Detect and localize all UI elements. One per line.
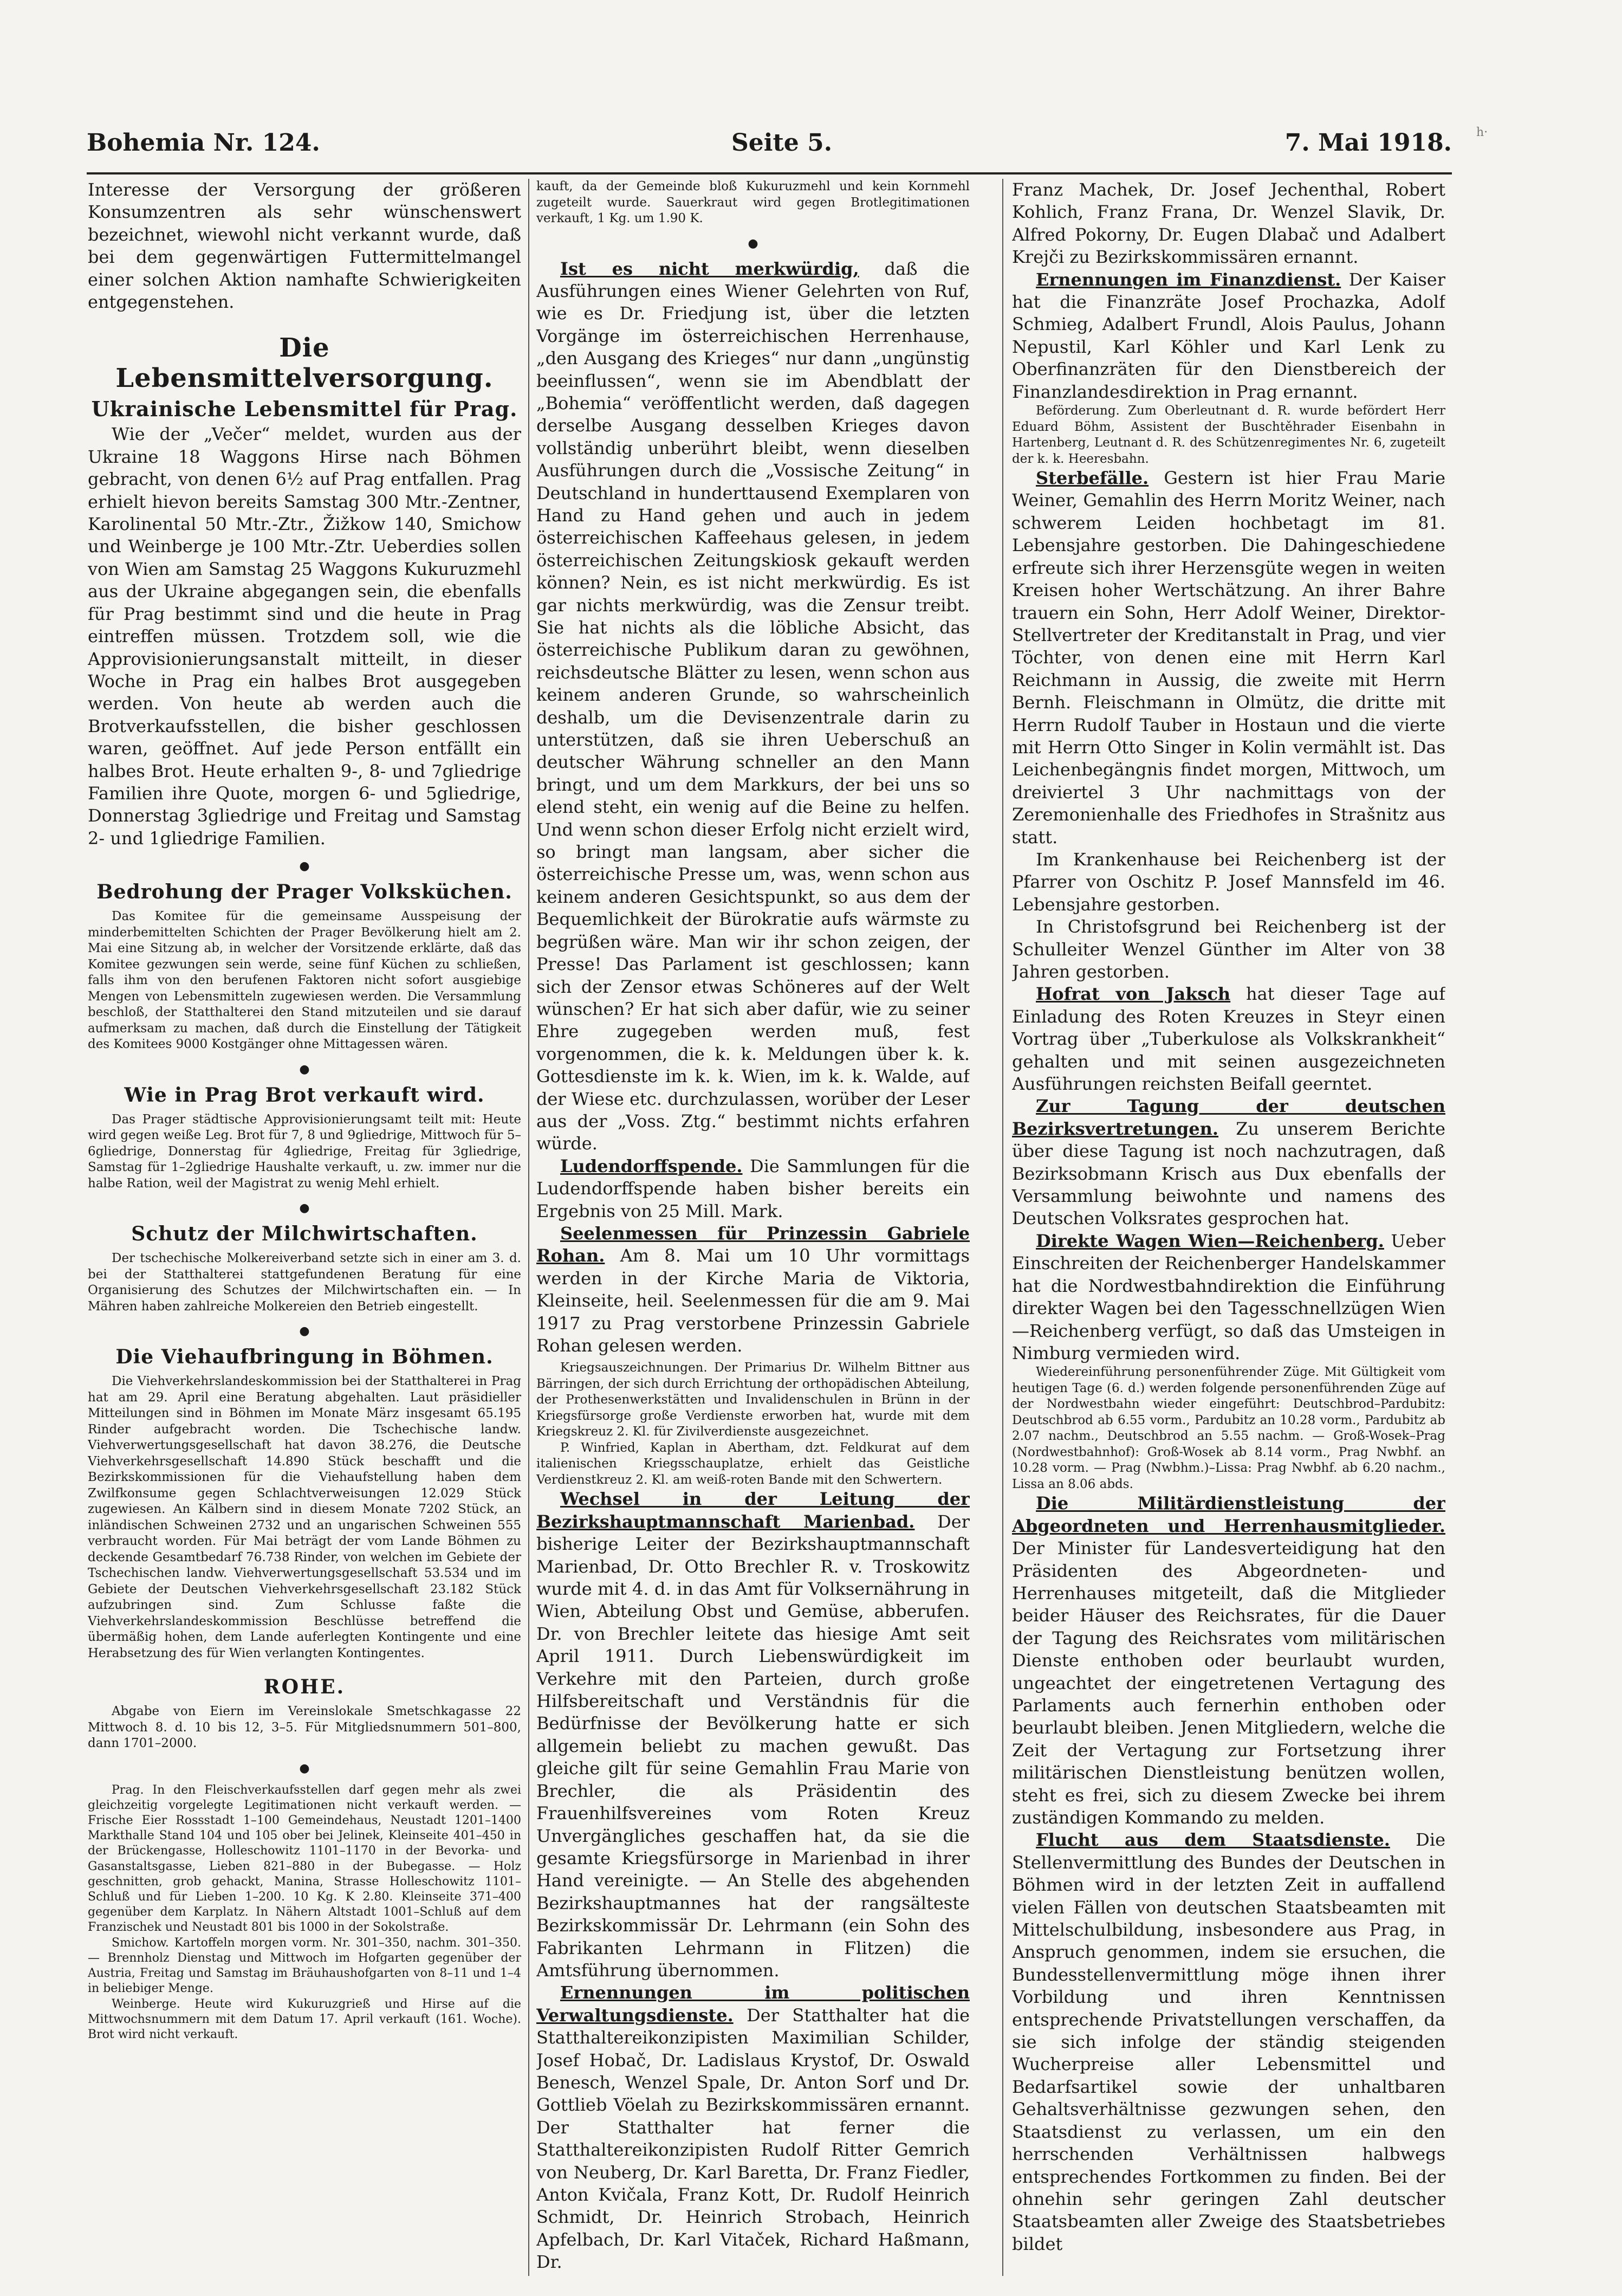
article-text: Der Kaiser hat die Finanzräte Josef Prochazka, Adolf Schmieg, Adalbert Frundl, Alois Paulus, Johann Nepustil, Karl Köhler und Karl Lenk zu Oberfinanzräten für den Dienstbereich der Finanzlandesdirektion in Prag ernannt. (1012, 269, 1445, 402)
notice-text: kauft, da der Gemeinde bloß Kukuruzmehl und kein Kornmehl zugeteilt wurde. Sauerkraut wird gegen Brotlegitimationen verkauft, 1 Kg. um 1.90 K. (536, 179, 970, 225)
article-lead: Ernennungen im politischen Verwaltungsdienste. (536, 1982, 970, 2026)
article-lead: Hofrat von Jaksch (1036, 984, 1231, 1005)
separator-dot: ● (299, 1062, 310, 1076)
article-body: Der tschechische Molkereiverband setzte sich in einer am 3. d. bei der Statthalterei stattgefundenen Beratung für eine Organisierung des Schutzes der Milchwirtschaften ein. — In Mähren haben zahlreiche Molkereien den Betrieb eingestellt. (88, 1251, 521, 1314)
separator-dot: ● (299, 1761, 310, 1775)
article-lead: Zur Tagung der deutschen Bezirksvertretungen. (1012, 1096, 1445, 1139)
article-text: Der bisherige Leiter der Bezirkshauptmannschaft Marienbad, Dr. Otto Brechler R. v. Troskowitz wurde mit 4. d. in das Amt für Volksernährung in Wien, Abteilung Obst und Gemüse, abberufen. Dr. von Brechler leitete das hiesige Amt seit April 1911. Durch Liebenswürdigkeit im Verkehre mit den Parteien, durch große Hilfsbereitschaft und Verständnis für die Bedürfnisse der Bevölkerung hatte er sich allgemein beliebt zu machen gewußt. Das gleiche gilt für seine Gemahlin Frau Marie von Brechler, die als Präsidentin des Frauenhilfsvereines vom Roten Kreuz Unvergängliches geschaffen hat, da sie die gesamte Kriegsfürsorge in Marienbad in ihrer Hand vereinigte. — An Stelle des abgehenden Bezirkshauptmannes hat der rangsälteste Bezirkskommissär Dr. Lehrmann (ein Sohn des Fabrikanten Lehrmann in Flitzen) die Amtsführung übernommen. (536, 1511, 970, 1981)
article-body (536, 1155, 970, 1223)
page-header (87, 126, 1488, 167)
separator-dot: ● (299, 1324, 310, 1338)
notice-text: Kriegsauszeichnungen. Der Primarius Dr. Wilhelm Bittner aus Bärringen, der sich durch Errichtung der orthopädischen Abteilung, der Prothesenwerkstätten und Invalidenschulen in Brünn in der Kriegsfürsorge große Verdienste erworben hat, wurde mit dem Kriegskreuz 2. Kl. für Zivilverdienste ausgezeichnet. (536, 1361, 970, 1439)
margin-mark: h· (1476, 126, 1488, 139)
separator-dot: ● (748, 236, 758, 250)
article-body (1012, 1829, 1445, 2255)
article-body (536, 258, 970, 1155)
article-body: Das Komitee für die gemeinsame Ausspeisung der minderbemittelten Schichten der Prager Bevölkerung hielt am 2. Mai eine Sitzung ab, in welcher der Vorsitzende erklärte, daß das Komitee gezwungen sein werde, seine fünf Küchen zu schließen, falls ihm von den berufenen Faktoren nicht sofort ausgiebige Mengen von Lebensmitteln zugewiesen werden. Die Versammlung beschloß, der Statthalterei den Stand mitzuteilen und sie darauf aufmerksam zu machen, daß durch die Einstellung der Tätigkeit des Komitees 9000 Kostgänger ohne Mittagessen wären. (88, 909, 521, 1052)
separator-dot: ● (299, 859, 310, 874)
article-lead: Die Militärdienstleistung der Abgeordneten und Herrenhausmitglieder. (1012, 1493, 1445, 1536)
article-lead: Sterbefälle. (1036, 468, 1149, 489)
article-lead: Direkte Wagen Wien—Reichenberg. (1036, 1230, 1384, 1251)
column-3 (1012, 179, 1445, 2281)
article-text: Zu unserem Berichte über diese Tagung ist noch nachzutragen, daß Bezirksobmann Krisch aus Dux ebenfalls der Versammlung beiwohnte und namens des Deutschen Volksrates gesprochen hat. (1012, 1118, 1445, 1229)
article-body: Die Viehverkehrslandeskommission bei der Statthalterei in Prag hat am 29. April eine Beratung abgehalten. Laut präsidieller Mitteilungen sind in Böhmen im Monate März insgesamt 65.195 Rinder aufgebracht worden. Die Tschechische landw. Viehverwertungsgesellschaft hat davon 38.276, die Deutsche Viehverkehrsgesellschaft 14.890 Stück beschafft und die Bezirkskommissionen für die Viehaufstellung haben dem Zwilfkonsume gegen Schlachtverweisungen 12.029 Stück zugewiesen. An Kälbern sind in diesem Monate 7202 Stück, an inländischen Schweinen 2732 und an ungarischen Schweinen 555 verbraucht worden. Für Mai beträgt der vom Lande Böhmen zu deckende Gesamtbedarf 76.738 Rinder, von welchen im Gebiete der Tschechischen landw. Viehverwertungsgesellschaft 53.534 und im Gebiete der Deutschen Viehverkehrsgesellschaft 23.182 Stück aufzubringen sind. Zum Schlusse faßte die Viehverkehrslandeskommission Beschlüsse betreffend die übermäßig hohen, dem Lande auferlegten Kontingente und eine Herabsetzung des für Wien verlangten Kontingentes. (88, 1374, 521, 1660)
notice-text: P. Winfried, Kaplan in Abertham, dzt. Feldkurat auf dem italienischen Kriegsschauplatze, erhielt das Geistliche Verdienstkreuz 2. Kl. am weiß-roten Bande mit den Schwertern. (536, 1440, 970, 1487)
article-heading: Ukrainische Lebensmittel für Prag. (91, 397, 518, 422)
article-lead: Ernennungen im Finanzdienst. (1036, 269, 1341, 290)
column-divider (528, 179, 529, 2276)
column-divider (1002, 179, 1003, 2276)
article-text: Die Stellenvermittlung des Bundes der Deutschen in Böhmen wird in der letzten Zeit in auffallend vielen Fällen von deutschen Staatsbeamten mit Mittelschulbildung, insbesondere aus Prag, in Anspruch genommen, indem sie ersuchen, die Bundesstellenvermittlung möge ihnen ihrer Vorbildung und ihren Kenntnissen entsprechende Privatstellungen verschaffen, da sie sich infolge der ständig steigenden Wucherpreise aller Lebensmittel und Bedarfsartikel sowie der unhaltbaren Gehaltsverhältnisse gezwungen sehen, den Staatsdienst zu verlassen, um ein den herrschenden Verhältnissen halbwegs entsprechendes Fortkommen zu finden. Bei der ohnehin sehr geringen Zahl deutscher Staatsbeamten aller Zweige des Staatsbetriebes bildet (1012, 1829, 1445, 2254)
article-body: Im Krankenhause bei Reichenberg ist der Pfarrer von Oschitz P. Josef Mannsfeld im 46. Lebensjahre gestorben. (1012, 849, 1445, 915)
article-body (1012, 269, 1445, 403)
page-number: Seite 5. (731, 129, 833, 157)
article-lead: Flucht aus dem Staatsdienste. (1036, 1829, 1390, 1851)
article-lead: Ludendorffspende. (560, 1155, 743, 1176)
article-text: Der Minister für Landesverteidigung hat den Präsidenten des Abgeordneten- und Herrenhauses mitgeteilt, daß die Mitglieder beider Häuser des Reichsrates, für die Dauer der Tagung des Reichsrates vom militärischen Dienste enthoben oder beurlaubt wurden, ungeachtet der eingetretenen Vertagung des Parlaments auch fernerhin enthoben oder beurlaubt bleiben. Jenen Mitgliedern, welche die Zeit der Vertagung zur Fortsetzung ihrer militärischen Dienstleistung benützen wollen, steht es frei, sich zu diesem Zwecke bei ihrem zuständigen Kommando zu melden. (1012, 1538, 1445, 1828)
separator-dot: ● (299, 1201, 310, 1215)
article-body: Das Prager städtische Approvisionierungsamt teilt mit: Heute wird gegen weiße Leg. Brot für 7, 8 und 9gliedrige, Mittwoch für 5–6gliedrige, Donnerstag für 4gliedrige, Freitag für 3gliedrige, Samstag für 1–2gliedrige Haushalte verkauft, u. zw. immer nur die halbe Ration, weil der Magistrat zu wenig Mehl erhielt. (88, 1112, 521, 1191)
column-1 (88, 179, 521, 2281)
header-rule (87, 172, 1452, 174)
article-text: Am 8. Mai um 10 Uhr vormittags werden in der Kirche Maria de Viktoria, Kleinseite, heil. Seelenmessen für die am 9. Mai 1917 zu Prag verstorbene Prinzessin Gabriele Rohan gelesen werden. (536, 1245, 970, 1356)
masthead-issue: Bohemia Nr. 124. (87, 129, 320, 157)
article-text: Die Sammlungen für die Ludendorffspende haben bisher bereits ein Ergebnis von 25 Mill. Mark. (536, 1155, 970, 1221)
notice-text: Prag. In den Fleischverkaufsstellen darf gegen mehr als zwei gleichzeitig vorgelegte Legitimationen nicht verkauft werden. — Frische Eier Rossstadt 1–100 Gemeindehaus, Neustadt 1201–1400 Markthalle Stand 104 und 105 ober bei Jelinek, Kleinseite 401–450 in der Brückengasse, Holleschowitz 1101–1170 in der Bevorka- und Gasanstaltsgasse, Lieben 821–880 in der Bubegasse. — Holz geschnitten, grob gehackt, Manina, Strasse Holleschowitz 1101–Schluß und für Lieben 1–200. 10 Kg. K 2.80. Kleinseite 371–400 gegenüber dem Karplatz. In Nähern Altstadt 1001–Schluß auf dem Franzischek und Neustadt 801 bis 1000 in der Sokolstraße. (88, 1783, 521, 1935)
issue-date: 7. Mai 1918. (1284, 129, 1452, 157)
article-text: Der Statthalter hat die Statthaltereikonzipisten Maximilian Schilder, Josef Hobač, Dr. Ladislaus Krystof, Dr. Oswald Benesch, Wenzel Spale, Dr. Anton Sorf und Dr. Gottlieb Vöelah zu Bezirkskommissären ernannt. Der Statthalter hat ferner die Statthaltereikonzipisten Rudolf Ritter Gemrich von Neuberg, Dr. Karl Baretta, Dr. Franz Fiedler, Anton Kvičala, Franz Kott, Dr. Rudolf Heinrich Schmidt, Dr. Heinrich Strobach, Heinrich Apfelbach, Dr. Karl Vitaček, Richard Haßmann, Dr. (536, 2004, 970, 2273)
section-title: Die Lebensmittelversorgung. (115, 333, 494, 394)
article-body: Franz Machek, Dr. Josef Jechenthal, Robert Kohlich, Franz Frana, Dr. Wenzel Slavik, Dr. Alfred Pokorny, Dr. Eugen Dlabač und Adalbert Krejči zu Bezirkskommissären ernannt. (1012, 179, 1445, 268)
article-intro: Interesse der Versorgung der größeren Konsumzentren als sehr wünschenswert bezeichnet, wiewohl nicht verkannt wurde, daß bei dem gegenwärtigen Futtermittelmangel einer solchen Aktion namhafte Schwierigkeiten entgegenstehen. (88, 179, 521, 313)
article-lead: Seelenmessen für Prinzessin Gabriele Rohan. (536, 1223, 970, 1266)
notice-text: Wiedereinführung personenführender Züge. Mit Gültigkeit vom heutigen Tage (6. d.) werden folgende personenführenden Züge auf der Nordwestbahn wieder eingeführt: Deutschbrod–Pardubitz: Deutschbrod ab 6.55 vorm., Pardubitz an 10.28 vorm., Pardubitz ab 2.07 nachm., Deutschbrod an 5.55 nachm. — Groß-Wosek–Prag (Nordwestbahnhof): Groß-Wosek ab 8.14 vorm., Prag Nwbhf. an 10.28 vorm. — Prag (Nwbhm.)–Lissa: Prag Nwbhf. ab 6.20 nachm., Lissa an 8.06 abds. (1012, 1365, 1445, 1491)
notice-text: Smichow. Kartoffeln morgen vorm. Nr. 301–350, nachm. 301–350. — Brennholz Dienstag und Mittwoch im Hofgarten gegenüber der Austria, Freitag und Samstag im Bräuhaushofgarten von 8–11 und 1–4 in beliebiger Menge. (88, 1936, 521, 1996)
notice-text: Beförderung. Zum Oberleutnant d. R. wurde befördert Herr Eduard Böhm, Assistent der Buschtěhrader Eisenbahn in Hartenberg, Leutnant d. R. des Schützenregimentes Nr. 6, zugeteilt der k. k. Heeresbahn. (1012, 404, 1445, 466)
article-body (1012, 1230, 1445, 1364)
article-heading: Bedrohung der Prager Volksküchen. (96, 881, 512, 904)
article-body (536, 1982, 970, 2273)
article-body (536, 1223, 970, 1357)
notice-text: Weinberge. Heute wird Kukuruzgrieß und Hirse auf die Mittwochsnummern mit dem Datum 17. April verkauft (161. Woche). Brot wird nicht verkauft. (88, 1997, 521, 2041)
notice-text: Abgabe von Eiern im Vereinslokale Smetschkagasse 22 Mittwoch 8. d. 10 bis 12, 3–5. Für Mitgliedsnummern 501–800, dann 1701–2000. (88, 1704, 521, 1751)
article-lead: Ist es nicht merkwürdig, (560, 258, 859, 279)
article-heading: ROHE. (263, 1676, 346, 1699)
article-body (1012, 1095, 1445, 1230)
article-text: hat dieser Tage auf Einladung des Roten Kreuzes in Steyr einen Vortrag über „Tuberkulose als Volkskrankheit“ gehalten und mit seinen ausgezeichneten Ausführungen reichsten Beifall geerntet. (1012, 984, 1445, 1095)
article-lead: Wechsel in der Leitung der Bezirkshauptmannschaft Marienbad. (536, 1489, 970, 1532)
article-body (1012, 467, 1445, 849)
article-heading: Schutz der Milchwirtschaften. (131, 1223, 478, 1246)
article-body (1012, 1492, 1445, 1829)
column-2 (536, 179, 970, 2281)
article-body (536, 1488, 970, 1982)
article-text: Gestern ist hier Frau Marie Weiner, Gemahlin des Herrn Moritz Weiner, nach schwerem Leiden hochbetagt im 81. Lebensjahre gestorben. Die Dahingeschiedene erfreute sich ihrer Herzensgüte wegen in weiten Kreisen hoher Wertschätzung. An ihrer Bahre trauern ein Sohn, Herr Adolf Weiner, Direktor-Stellvertreter der Kreditanstalt in Prag, und vier Töchter, von denen eine mit Herrn Karl Reichmann in Aussig, die zweite mit Herrn Bernh. Fleischmann in Olmütz, die dritte mit Herrn Rudolf Tauber in Hostaun und die vierte mit Herrn Otto Singer in Kolin vermählt ist. Das Leichenbegängnis findet morgen, Mittwoch, um dreiviertel 3 Uhr nachmittags von der Zeremonienhalle des Friedhofes in Strašnitz aus statt. (1012, 468, 1445, 848)
article-heading: Wie in Prag Brot verkauft wird. (124, 1083, 485, 1107)
article-body (1012, 983, 1445, 1095)
article-body: Wie der „Večer“ meldet, wurden aus der Ukraine 18 Waggons Hirse nach Böhmen gebracht, von denen 6½ auf Prag entfallen. Prag erhielt hievon bereits Samstag 300 Mtr.-Zentner, Karolinental 50 Mtr.-Ztr., Žižkow 140, Smichow und Weinberge je 100 Mtr.-Ztr. Ueberdies sollen von Wien am Samstag 25 Waggons Kukuruzmehl aus der Ukraine abgegangen sein, die ebenfalls für Prag bestimmt sind und die heute in Prag eintreffen müssen. Trotzdem soll, wie die Approvisionierungsanstalt mitteilt, in dieser Woche in Prag ein halbes Brot ausgegeben werden. Von heute ab werden auch die Brotverkaufsstellen, die bisher geschlossen waren, geöffnet. Auf jede Person entfällt ein halbes Brot. Heute erhalten 9-, 8- und 7gliedrige Familien ihre Quote, morgen 6- und 5gliedrige, Donnerstag 3gliedrige und Freitag und Samstag 2- und 1gliedrige Familien. (88, 424, 521, 849)
article-text: Ueber Einschreiten der Reichenberger Handelskammer hat die Nordwestbahndirektion die Einführung direkter Wagen bei den Tagesschnellzügen Wien—Reichenberg verfügt, so daß das Umsteigen in Nimburg vermieden wird. (1012, 1230, 1445, 1363)
article-heading: Die Viehaufbringung in Böhmen. (115, 1346, 494, 1369)
article-text: daß die Ausführungen eines Wiener Gelehrten von Ruf, wie es Dr. Friedjung ist, über die letzten Vorgänge im österreichischen Herrenhause, „den Ausgang des Krieges“ nur dann „ungünstig beeinflussen“, wenn sie im Abendblatt der „Bohemia“ veröffentlicht werden, daß dagegen derselbe Ausgang desselben Krieges davon vollständig unberührt bleibt, wenn dieselben Ausführungen durch die „Vossische Zeitung“ in Deutschland in hunderttausend Exemplaren von Hand zu Hand gehen und auch in jedem österreichischen Kaffeehaus gelesen, in jedem österreichischen Zeitungskiosk gekauft werden können? Nein, es ist nicht merkwürdig. Es ist gar nichts merkwürdig, was die Zensur treibt. Sie hat nichts als die löbliche Absicht, das österreichische Publikum daran zu gewöhnen, reichsdeutsche Blätter zu lesen, wenn schon aus keinem anderen Grunde, so wahrscheinlich deshalb, um die Devisenzentrale darin zu unterstützen, daß sie ihren Ueberschuß an deutscher Währung schneller an den Mann bringt, und um dem Markkurs, der bei uns so elend steht, ein wenig auf die Beine zu helfen. Und wenn schon dieser Erfolg nicht erzielt wird, so bringt man langsam, aber sicher die österreichische Presse um, was, wenn schon aus keinem anderen Gesichtspunkt, so aus dem der Bequemlichkeit der Bürokratie aufs wärmste zu begrüßen wäre. Man wir ihr schon zeigen, der Presse! Das Parlament ist geschlossen; kann sich der Zensor etwas Schöneres auf der Welt wünschen? Er hat sich aber dafür, wie zu seiner Ehre zugegeben werden muß, fest vorgenommen, die k. k. Meldungen über k. k. Gottesdienste im k. k. Wien, im k. k. Walde, auf der Wiese etc. durchzulassen, worüber der Leser aus der „Voss. Ztg.“ bestimmt nichts erfahren würde. (536, 258, 970, 1154)
article-body: In Christofsgrund bei Reichenberg ist der Schulleiter Wenzel Günther im Alter von 38 Jahren gestorben. (1012, 916, 1445, 982)
